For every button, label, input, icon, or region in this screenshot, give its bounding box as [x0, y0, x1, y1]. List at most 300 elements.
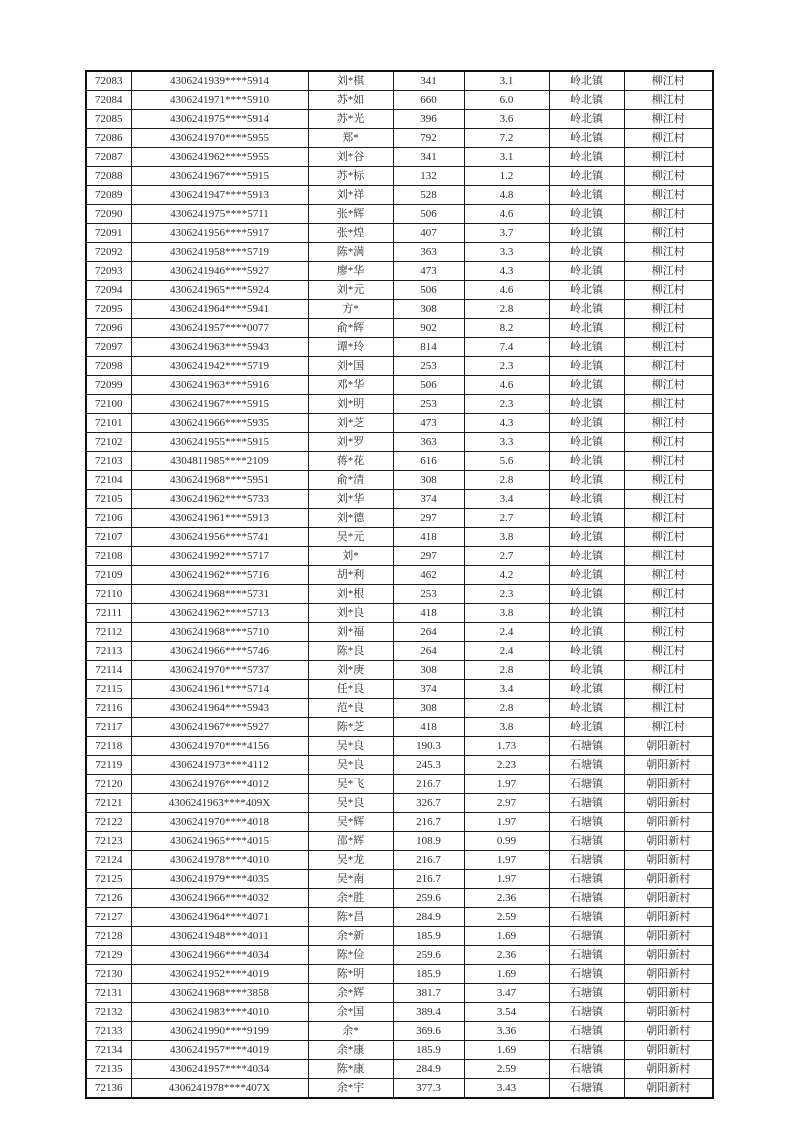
cell-amount: 253	[393, 585, 464, 604]
cell-seq: 72094	[86, 281, 131, 300]
cell-town: 岭北镇	[549, 566, 624, 585]
cell-name: 吴*辉	[308, 813, 393, 832]
cell-quantity: 2.97	[464, 794, 549, 813]
cell-id: 4306241967****5915	[131, 167, 308, 186]
cell-name: 余*康	[308, 1041, 393, 1060]
table-row	[86, 395, 713, 414]
cell-amount: 185.9	[393, 965, 464, 984]
table-row	[86, 243, 713, 262]
cell-name: 陈*昌	[308, 908, 393, 927]
cell-id: 4306241961****5714	[131, 680, 308, 699]
cell-village: 柳江村	[624, 110, 713, 129]
cell-town: 岭北镇	[549, 680, 624, 699]
cell-amount: 473	[393, 414, 464, 433]
cell-town: 岭北镇	[549, 509, 624, 528]
cell-name: 刘*棋	[308, 71, 393, 91]
cell-amount: 814	[393, 338, 464, 357]
cell-name: 刘*芝	[308, 414, 393, 433]
cell-town: 岭北镇	[549, 585, 624, 604]
cell-name: 陈*满	[308, 243, 393, 262]
table-row	[86, 71, 713, 91]
cell-seq: 72107	[86, 528, 131, 547]
table-row	[86, 452, 713, 471]
cell-quantity: 4.8	[464, 186, 549, 205]
cell-amount: 396	[393, 110, 464, 129]
cell-village: 柳江村	[624, 281, 713, 300]
cell-town: 岭北镇	[549, 71, 624, 91]
cell-town: 岭北镇	[549, 338, 624, 357]
cell-village: 柳江村	[624, 224, 713, 243]
cell-id: 4306241966****5935	[131, 414, 308, 433]
cell-seq: 72129	[86, 946, 131, 965]
cell-quantity: 2.8	[464, 699, 549, 718]
cell-amount: 369.6	[393, 1022, 464, 1041]
cell-amount: 297	[393, 547, 464, 566]
cell-quantity: 3.1	[464, 148, 549, 167]
cell-seq: 72106	[86, 509, 131, 528]
cell-quantity: 4.3	[464, 262, 549, 281]
cell-quantity: 3.47	[464, 984, 549, 1003]
table-row	[86, 642, 713, 661]
cell-town: 石塘镇	[549, 1060, 624, 1079]
cell-quantity: 7.2	[464, 129, 549, 148]
cell-town: 石塘镇	[549, 756, 624, 775]
cell-name: 张*煌	[308, 224, 393, 243]
cell-village: 柳江村	[624, 71, 713, 91]
cell-village: 柳江村	[624, 623, 713, 642]
table-row	[86, 908, 713, 927]
cell-quantity: 2.36	[464, 889, 549, 908]
cell-seq: 72130	[86, 965, 131, 984]
cell-village: 柳江村	[624, 167, 713, 186]
cell-amount: 660	[393, 91, 464, 110]
table-row	[86, 1079, 713, 1099]
cell-id: 4306241963****409X	[131, 794, 308, 813]
cell-id: 4306241966****4034	[131, 946, 308, 965]
cell-seq: 72083	[86, 71, 131, 91]
cell-quantity: 1.69	[464, 965, 549, 984]
cell-name: 吴*良	[308, 794, 393, 813]
cell-seq: 72132	[86, 1003, 131, 1022]
table-row	[86, 110, 713, 129]
cell-seq: 72086	[86, 129, 131, 148]
cell-name: 刘*	[308, 547, 393, 566]
cell-quantity: 2.36	[464, 946, 549, 965]
cell-town: 石塘镇	[549, 984, 624, 1003]
cell-village: 柳江村	[624, 718, 713, 737]
cell-amount: 528	[393, 186, 464, 205]
cell-quantity: 2.3	[464, 395, 549, 414]
cell-name: 苏*标	[308, 167, 393, 186]
cell-town: 石塘镇	[549, 794, 624, 813]
cell-amount: 407	[393, 224, 464, 243]
cell-village: 朝阳新村	[624, 1022, 713, 1041]
cell-seq: 72111	[86, 604, 131, 623]
cell-quantity: 2.59	[464, 1060, 549, 1079]
cell-quantity: 4.6	[464, 205, 549, 224]
table-row	[86, 148, 713, 167]
cell-id: 4306241970****4156	[131, 737, 308, 756]
cell-quantity: 1.97	[464, 851, 549, 870]
table-row	[86, 186, 713, 205]
cell-id: 4306241964****5943	[131, 699, 308, 718]
table-row	[86, 414, 713, 433]
table-row	[86, 623, 713, 642]
cell-id: 4306241965****5924	[131, 281, 308, 300]
table-row	[86, 585, 713, 604]
cell-quantity: 2.4	[464, 642, 549, 661]
table-row	[86, 680, 713, 699]
cell-village: 柳江村	[624, 376, 713, 395]
table-row	[86, 604, 713, 623]
table-row	[86, 984, 713, 1003]
cell-amount: 190.3	[393, 737, 464, 756]
cell-id: 4306241939****5914	[131, 71, 308, 91]
cell-town: 岭北镇	[549, 547, 624, 566]
cell-name: 廖*华	[308, 262, 393, 281]
cell-id: 4306241952****4019	[131, 965, 308, 984]
cell-id: 4306241983****4010	[131, 1003, 308, 1022]
cell-seq: 72117	[86, 718, 131, 737]
cell-amount: 284.9	[393, 1060, 464, 1079]
cell-name: 张*辉	[308, 205, 393, 224]
cell-id: 4306241958****5719	[131, 243, 308, 262]
table-row	[86, 851, 713, 870]
cell-seq: 72091	[86, 224, 131, 243]
cell-town: 岭北镇	[549, 357, 624, 376]
cell-name: 余*胜	[308, 889, 393, 908]
cell-town: 岭北镇	[549, 110, 624, 129]
cell-id: 4306241957****4034	[131, 1060, 308, 1079]
table-row	[86, 870, 713, 889]
cell-town: 石塘镇	[549, 775, 624, 794]
cell-seq: 72103	[86, 452, 131, 471]
table-body	[86, 71, 713, 1098]
cell-village: 柳江村	[624, 642, 713, 661]
cell-town: 岭北镇	[549, 224, 624, 243]
cell-name: 陈*俭	[308, 946, 393, 965]
cell-amount: 108.9	[393, 832, 464, 851]
cell-name: 俞*辉	[308, 319, 393, 338]
cell-name: 谭*玲	[308, 338, 393, 357]
cell-town: 岭北镇	[549, 699, 624, 718]
cell-amount: 377.3	[393, 1079, 464, 1099]
cell-village: 朝阳新村	[624, 1079, 713, 1099]
cell-town: 石塘镇	[549, 946, 624, 965]
cell-village: 朝阳新村	[624, 984, 713, 1003]
cell-town: 石塘镇	[549, 832, 624, 851]
table-row	[86, 699, 713, 718]
cell-town: 岭北镇	[549, 528, 624, 547]
cell-id: 4306241965****4015	[131, 832, 308, 851]
cell-id: 4306241962****5716	[131, 566, 308, 585]
cell-name: 陈*良	[308, 642, 393, 661]
cell-name: 范*良	[308, 699, 393, 718]
cell-town: 岭北镇	[549, 167, 624, 186]
cell-name: 刘*谷	[308, 148, 393, 167]
table-row	[86, 794, 713, 813]
table-row	[86, 509, 713, 528]
cell-quantity: 3.1	[464, 71, 549, 91]
cell-id: 4306241957****0077	[131, 319, 308, 338]
cell-quantity: 5.6	[464, 452, 549, 471]
cell-quantity: 1.69	[464, 1041, 549, 1060]
cell-village: 柳江村	[624, 319, 713, 338]
table-row	[86, 965, 713, 984]
cell-seq: 72127	[86, 908, 131, 927]
cell-seq: 72120	[86, 775, 131, 794]
cell-amount: 418	[393, 604, 464, 623]
table-row	[86, 813, 713, 832]
cell-id: 4306241947****5913	[131, 186, 308, 205]
cell-name: 陈*芝	[308, 718, 393, 737]
table-row	[86, 547, 713, 566]
cell-amount: 308	[393, 661, 464, 680]
cell-village: 柳江村	[624, 452, 713, 471]
cell-amount: 308	[393, 300, 464, 319]
cell-name: 余*国	[308, 1003, 393, 1022]
cell-name: 吴*良	[308, 737, 393, 756]
cell-town: 岭北镇	[549, 129, 624, 148]
cell-name: 吴*飞	[308, 775, 393, 794]
cell-quantity: 3.8	[464, 718, 549, 737]
cell-id: 4306241978****407X	[131, 1079, 308, 1099]
cell-amount: 216.7	[393, 813, 464, 832]
cell-id: 4306241964****5941	[131, 300, 308, 319]
cell-town: 岭北镇	[549, 642, 624, 661]
cell-village: 柳江村	[624, 186, 713, 205]
cell-amount: 253	[393, 357, 464, 376]
cell-id: 4306241942****5719	[131, 357, 308, 376]
cell-name: 刘*祥	[308, 186, 393, 205]
table-row	[86, 319, 713, 338]
cell-village: 柳江村	[624, 395, 713, 414]
cell-quantity: 6.0	[464, 91, 549, 110]
cell-town: 石塘镇	[549, 927, 624, 946]
cell-amount: 473	[393, 262, 464, 281]
cell-name: 刘*明	[308, 395, 393, 414]
cell-id: 4306241955****5915	[131, 433, 308, 452]
cell-village: 柳江村	[624, 262, 713, 281]
cell-name: 吴*龙	[308, 851, 393, 870]
cell-quantity: 3.8	[464, 604, 549, 623]
cell-quantity: 1.2	[464, 167, 549, 186]
cell-quantity: 3.36	[464, 1022, 549, 1041]
cell-seq: 72092	[86, 243, 131, 262]
cell-town: 石塘镇	[549, 1022, 624, 1041]
cell-id: 4306241967****5927	[131, 718, 308, 737]
cell-seq: 72110	[86, 585, 131, 604]
table-row	[86, 433, 713, 452]
cell-id: 4306241970****5955	[131, 129, 308, 148]
cell-id: 4306241957****4019	[131, 1041, 308, 1060]
cell-seq: 72085	[86, 110, 131, 129]
cell-amount: 341	[393, 148, 464, 167]
cell-town: 岭北镇	[549, 661, 624, 680]
cell-town: 岭北镇	[549, 281, 624, 300]
cell-seq: 72135	[86, 1060, 131, 1079]
cell-amount: 341	[393, 71, 464, 91]
cell-village: 柳江村	[624, 547, 713, 566]
cell-id: 4306241966****5746	[131, 642, 308, 661]
cell-town: 岭北镇	[549, 205, 624, 224]
cell-amount: 264	[393, 623, 464, 642]
cell-quantity: 2.3	[464, 357, 549, 376]
cell-id: 4306241963****5943	[131, 338, 308, 357]
cell-town: 石塘镇	[549, 1003, 624, 1022]
cell-town: 岭北镇	[549, 243, 624, 262]
cell-village: 朝阳新村	[624, 946, 713, 965]
cell-name: 吴*南	[308, 870, 393, 889]
table-row	[86, 1003, 713, 1022]
cell-village: 朝阳新村	[624, 965, 713, 984]
cell-town: 石塘镇	[549, 851, 624, 870]
table-row	[86, 832, 713, 851]
cell-village: 柳江村	[624, 148, 713, 167]
cell-town: 石塘镇	[549, 1041, 624, 1060]
cell-amount: 462	[393, 566, 464, 585]
cell-quantity: 2.8	[464, 300, 549, 319]
cell-amount: 259.6	[393, 889, 464, 908]
cell-name: 余*辉	[308, 984, 393, 1003]
cell-seq: 72125	[86, 870, 131, 889]
cell-amount: 326.7	[393, 794, 464, 813]
cell-name: 陈*明	[308, 965, 393, 984]
cell-village: 柳江村	[624, 300, 713, 319]
table-row	[86, 775, 713, 794]
cell-town: 岭北镇	[549, 623, 624, 642]
cell-name: 邓*华	[308, 376, 393, 395]
cell-amount: 506	[393, 281, 464, 300]
table-row	[86, 471, 713, 490]
table-row	[86, 737, 713, 756]
cell-seq: 72121	[86, 794, 131, 813]
cell-id: 4306241992****5717	[131, 547, 308, 566]
cell-quantity: 3.8	[464, 528, 549, 547]
cell-amount: 216.7	[393, 775, 464, 794]
cell-village: 柳江村	[624, 509, 713, 528]
cell-amount: 418	[393, 718, 464, 737]
cell-name: 俞*清	[308, 471, 393, 490]
cell-name: 郑*	[308, 129, 393, 148]
cell-amount: 264	[393, 642, 464, 661]
cell-id: 4306241975****5914	[131, 110, 308, 129]
cell-town: 石塘镇	[549, 889, 624, 908]
cell-seq: 72116	[86, 699, 131, 718]
cell-village: 柳江村	[624, 680, 713, 699]
cell-village: 朝阳新村	[624, 1003, 713, 1022]
cell-amount: 374	[393, 680, 464, 699]
table-row	[86, 718, 713, 737]
cell-id: 4306241976****4012	[131, 775, 308, 794]
cell-quantity: 3.4	[464, 680, 549, 699]
cell-town: 岭北镇	[549, 414, 624, 433]
cell-quantity: 7.4	[464, 338, 549, 357]
cell-village: 柳江村	[624, 528, 713, 547]
cell-quantity: 3.3	[464, 433, 549, 452]
table-row	[86, 889, 713, 908]
cell-town: 岭北镇	[549, 186, 624, 205]
cell-quantity: 4.6	[464, 376, 549, 395]
cell-name: 吴*元	[308, 528, 393, 547]
cell-name: 苏*如	[308, 91, 393, 110]
cell-id: 4306241948****4011	[131, 927, 308, 946]
table-row	[86, 1041, 713, 1060]
cell-village: 柳江村	[624, 699, 713, 718]
cell-quantity: 0.99	[464, 832, 549, 851]
cell-seq: 72101	[86, 414, 131, 433]
cell-quantity: 2.8	[464, 471, 549, 490]
table-row	[86, 927, 713, 946]
cell-seq: 72124	[86, 851, 131, 870]
table-row	[86, 205, 713, 224]
cell-amount: 259.6	[393, 946, 464, 965]
cell-village: 朝阳新村	[624, 775, 713, 794]
cell-name: 邵*辉	[308, 832, 393, 851]
cell-village: 朝阳新村	[624, 794, 713, 813]
table-row	[86, 1060, 713, 1079]
cell-town: 岭北镇	[549, 452, 624, 471]
cell-quantity: 2.3	[464, 585, 549, 604]
cell-village: 柳江村	[624, 357, 713, 376]
cell-amount: 185.9	[393, 927, 464, 946]
table-row	[86, 91, 713, 110]
table-row	[86, 528, 713, 547]
cell-amount: 792	[393, 129, 464, 148]
cell-seq: 72087	[86, 148, 131, 167]
cell-quantity: 2.59	[464, 908, 549, 927]
cell-town: 岭北镇	[549, 300, 624, 319]
cell-seq: 72098	[86, 357, 131, 376]
cell-seq: 72090	[86, 205, 131, 224]
cell-seq: 72096	[86, 319, 131, 338]
cell-id: 4306241962****5713	[131, 604, 308, 623]
cell-name: 吴*良	[308, 756, 393, 775]
cell-town: 岭北镇	[549, 490, 624, 509]
cell-amount: 245.3	[393, 756, 464, 775]
cell-village: 朝阳新村	[624, 1060, 713, 1079]
cell-quantity: 4.6	[464, 281, 549, 300]
cell-amount: 363	[393, 243, 464, 262]
cell-seq: 72131	[86, 984, 131, 1003]
cell-quantity: 1.97	[464, 813, 549, 832]
table-row	[86, 661, 713, 680]
cell-seq: 72089	[86, 186, 131, 205]
cell-village: 柳江村	[624, 604, 713, 623]
cell-town: 岭北镇	[549, 319, 624, 338]
table-row	[86, 129, 713, 148]
cell-seq: 72104	[86, 471, 131, 490]
cell-quantity: 3.6	[464, 110, 549, 129]
cell-id: 4306241968****5951	[131, 471, 308, 490]
cell-village: 柳江村	[624, 414, 713, 433]
cell-id: 4306241975****5711	[131, 205, 308, 224]
cell-id: 4306241967****5915	[131, 395, 308, 414]
cell-seq: 72100	[86, 395, 131, 414]
cell-name: 陈*康	[308, 1060, 393, 1079]
cell-town: 岭北镇	[549, 604, 624, 623]
cell-seq: 72102	[86, 433, 131, 452]
table-row	[86, 338, 713, 357]
cell-name: 蒋*花	[308, 452, 393, 471]
table-row	[86, 224, 713, 243]
cell-seq: 72113	[86, 642, 131, 661]
cell-village: 柳江村	[624, 471, 713, 490]
cell-village: 柳江村	[624, 338, 713, 357]
cell-name: 胡*利	[308, 566, 393, 585]
cell-village: 朝阳新村	[624, 889, 713, 908]
cell-quantity: 1.73	[464, 737, 549, 756]
